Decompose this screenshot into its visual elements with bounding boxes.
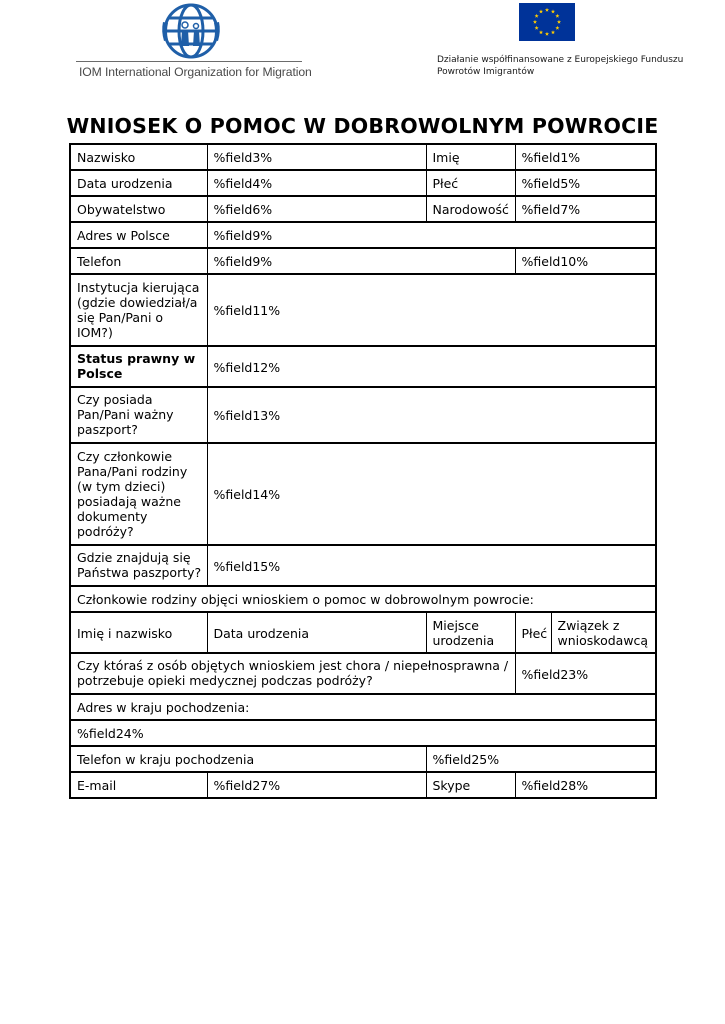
iom-emblem-icon <box>159 2 223 60</box>
row-citizenship <box>70 196 656 222</box>
family-col-name: Imię i nazwisko <box>70 612 207 653</box>
legal-status-label: Status prawny w Polsce <box>70 346 207 387</box>
home-phone-label: Telefon w kraju pochodzenia <box>70 746 426 772</box>
home-address-field[interactable]: %field24% <box>70 720 656 746</box>
row-medical <box>70 653 656 694</box>
iom-logo <box>76 2 312 82</box>
row-address-pl <box>70 222 656 248</box>
skype-field[interactable]: %field28% <box>515 772 656 798</box>
home-address-label: Adres w kraju pochodzenia: <box>70 694 656 720</box>
row-home-address-label <box>70 694 656 720</box>
row-family-heading <box>70 586 656 612</box>
address-pl-field[interactable]: %field9% <box>207 222 656 248</box>
family-docs-label: Czy członkowie Pana/Pani rodziny (w tym dzieci) posiadają ważne dokumenty podróży? <box>70 443 207 545</box>
passport-location-field[interactable]: %field15% <box>207 545 656 586</box>
phone-field[interactable]: %field9% <box>207 248 515 274</box>
first-name-label: Imię <box>426 144 515 170</box>
row-passport <box>70 387 656 443</box>
row-name <box>70 144 656 170</box>
row-phone <box>70 248 656 274</box>
eu-cofinancing-note: Działanie współfinansowane z Europejskiego Funduszu Powrotów Imigrantów <box>437 55 684 77</box>
email-label: E-mail <box>70 772 207 798</box>
email-field[interactable]: %field27% <box>207 772 426 798</box>
row-referring <box>70 274 656 346</box>
address-pl-label: Adres w Polsce <box>70 222 207 248</box>
medical-label: Czy któraś z osób objętych wnioskiem jest chora / niepełnosprawna / potrzebuje opieki medycznej podczas podróży? <box>70 653 515 694</box>
row-home-phone <box>70 746 656 772</box>
referring-institution-field[interactable]: %field11% <box>207 274 656 346</box>
row-dob <box>70 170 656 196</box>
citizenship-field[interactable]: %field6% <box>207 196 426 222</box>
first-name-field[interactable]: %field1% <box>515 144 656 170</box>
family-col-relation: Związek z wnioskodawcą <box>551 612 656 653</box>
surname-field[interactable]: %field3% <box>207 144 426 170</box>
family-col-birthplace: Miejsce urodzenia <box>426 612 515 653</box>
family-col-dob: Data urodzenia <box>207 612 426 653</box>
row-passport-location <box>70 545 656 586</box>
row-family-docs <box>70 443 656 545</box>
phone-label: Telefon <box>70 248 207 274</box>
family-col-sex: Płeć <box>515 612 551 653</box>
eu-flag-icon <box>519 3 575 41</box>
row-home-address-value <box>70 720 656 746</box>
row-family-columns <box>70 612 656 653</box>
iom-divider <box>76 61 302 62</box>
dob-label: Data urodzenia <box>70 170 207 196</box>
legal-status-field[interactable]: %field12% <box>207 346 656 387</box>
nationality-field[interactable]: %field7% <box>515 196 656 222</box>
passport-label: Czy posiada Pan/Pani ważny paszport? <box>70 387 207 443</box>
iom-logo-caption: IOM International Organization for Migration <box>79 65 312 79</box>
skype-label: Skype <box>426 772 515 798</box>
sex-label: Płeć <box>426 170 515 196</box>
nationality-label: Narodowość <box>426 196 515 222</box>
sex-field[interactable]: %field5% <box>515 170 656 196</box>
family-docs-field[interactable]: %field14% <box>207 443 656 545</box>
referring-institution-label: Instytucja kierująca (gdzie dowiedział/a się Pan/Pani o IOM?) <box>70 274 207 346</box>
family-members-heading: Członkowie rodziny objęci wnioskiem o pomoc w dobrowolnym powrocie: <box>70 586 656 612</box>
medical-field[interactable]: %field23% <box>515 653 656 694</box>
citizenship-label: Obywatelstwo <box>70 196 207 222</box>
passport-location-label: Gdzie znajdują się Państwa paszporty? <box>70 545 207 586</box>
surname-label: Nazwisko <box>70 144 207 170</box>
application-form <box>69 143 657 799</box>
row-legal-status <box>70 346 656 387</box>
row-contact <box>70 772 656 798</box>
dob-field[interactable]: %field4% <box>207 170 426 196</box>
passport-field[interactable]: %field13% <box>207 387 656 443</box>
page-title: WNIOSEK O POMOC W DOBROWOLNYM POWROCIE <box>66 114 659 138</box>
phone-field-2[interactable]: %field10% <box>515 248 656 274</box>
home-phone-field[interactable]: %field25% <box>426 746 656 772</box>
